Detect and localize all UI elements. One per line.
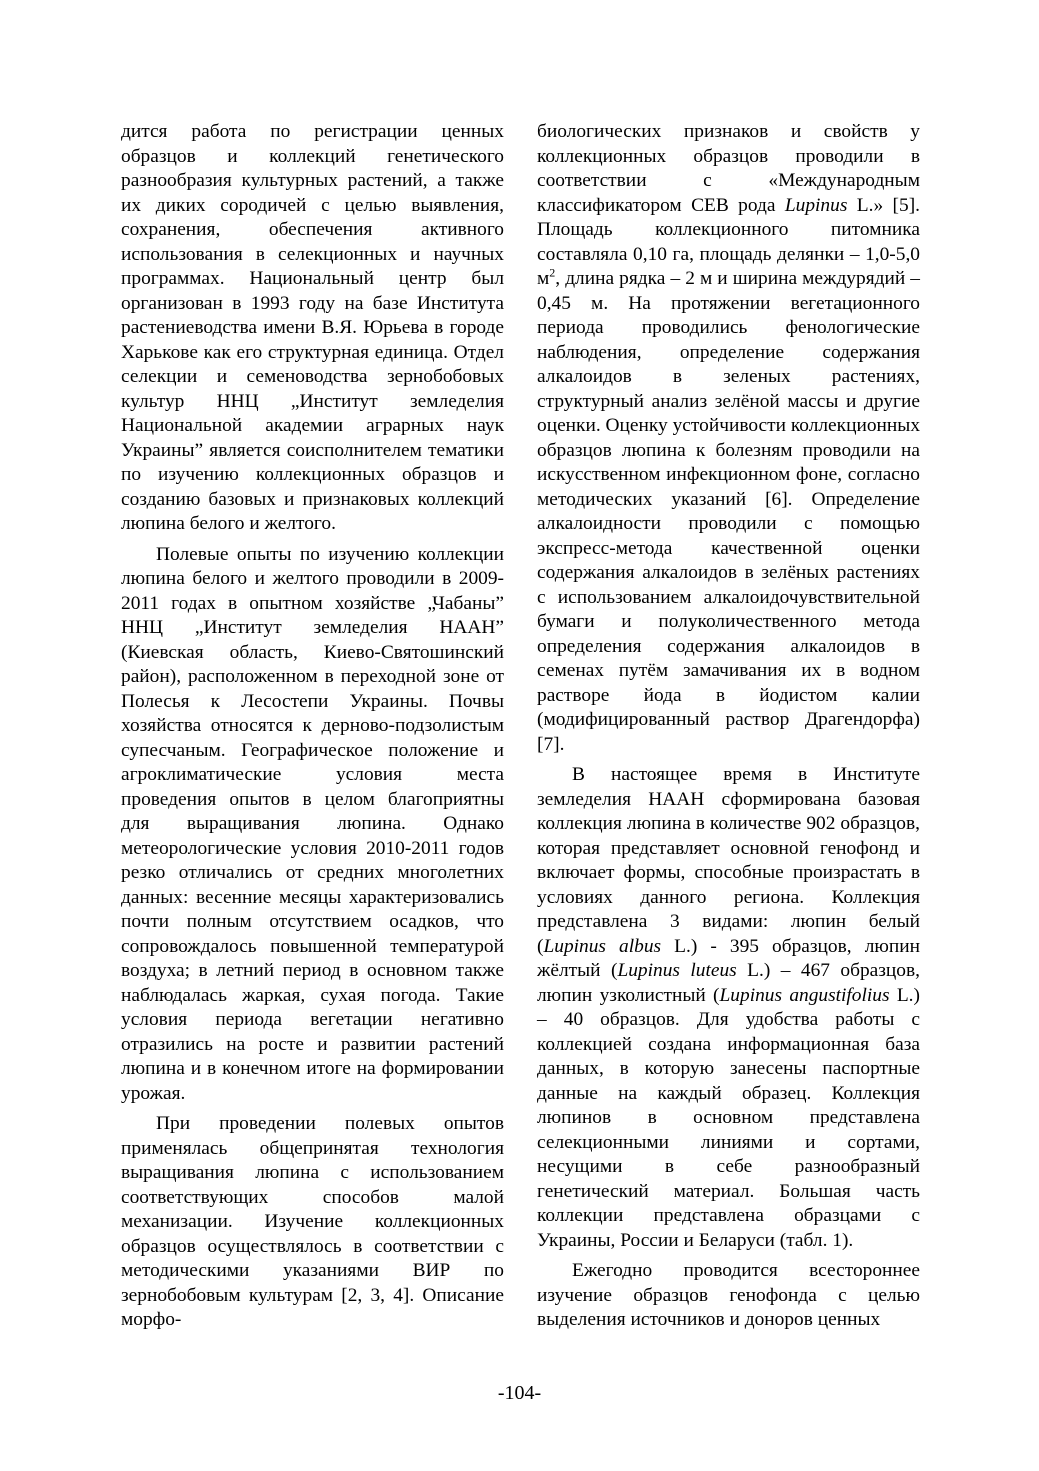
text-run: L.» [5]. Площадь коллекционного питомника составляла 0,10 га, площадь делянки – 1,0-5,0 м <box>537 194 921 289</box>
genus-name: Lupinus <box>784 194 848 216</box>
paragraph: Ежегодно проводится всестороннее изучение образцов генофонда с целью выделения источников и доноров ценных <box>537 1260 920 1330</box>
left-column <box>121 120 504 1333</box>
text-run: В настоящее время в Институте земледелия НААН сформирована базовая коллекция люпина в количестве 902 образцов, которая представляет основной генофонд и включает формы, способные произрастать в условиях данного региона. Коллекция представлена 3 видами: люпин белый ( <box>537 764 920 957</box>
page-number: -104- <box>497 1382 542 1404</box>
paragraph <box>537 120 920 757</box>
text-run: L.) - 395 образцов, люпин жёлтый ( <box>537 935 920 981</box>
text-run: L.) – 40 образцов. Для удобства работы с коллекцией создана информационная база данных, в которую занесены паспортные данные на каждый образец. Коллекция люпинов в основном представлена селекционными линиями и сортами, несущими в себе разнообразный генетический материал. Большая часть коллекции представлена образцами с Украины, России и Беларуси (табл. 1). <box>537 984 920 1251</box>
text-run: биологических признаков и свойств у коллекционных образцов проводили в соответствии с «Международным классификатором СЕВ рода <box>537 121 920 216</box>
species-name: Lupinus angustifolius <box>719 984 890 1006</box>
species-name: Lupinus luteus <box>617 960 737 981</box>
species-name: Lupinus albus <box>543 935 662 957</box>
paragraph <box>537 763 920 1253</box>
superscript: 2 <box>549 265 556 280</box>
paragraph: Полевые опыты по изучению коллекции люпина белого и желтого проводили в 2009-2011 годах в опытном хозяйстве „Чабаны” ННЦ „Институт земледелия НААН” (Киевская область, Киево-Святошинский район), расположенном в переходной зоне от Полесья к Лесостепи Украины. Почвы хозяйства относятся к дерново-подзолистым супесчаным. Географическое положение и агроклиматические условия места проведения опытов в целом благоприятны для выращивания люпина. Однако метеорологические условия 2010-2011 годов резко отличались от средних многолетних данных: весенние месяцы характеризовались почти полным отсутствием осадков, что сопровождалось повышенной температурой воздуха; в летний период в основном также наблюдалась жаркая, сухая погода. Такие условия периода вегетации негативно отразились на росте и развитии растений люпина и в конечном итоге на формировании урожая. <box>121 543 504 1104</box>
paragraph: дится работа по регистрации ценных образцов и коллекций генетического разнообразия культурных растений, а также их диких сородичей с целью выявления, сохранения, обеспечения активного использования в селекционных и научных программах. Национальный центр был организован в 1993 году на базе Института растениеводства имени В.Я. Юрьева в городе Харькове как его структурная единица. Отдел селекции и семеноводства зернобобовых культур ННЦ „Институт земледелия Национальной академии аграрных наук Украины” является соисполнителем тематики по изучению коллекционных образцов и созданию базовых и признаковых коллекций люпина белого и желтого. <box>121 121 504 534</box>
paragraph: При проведении полевых опытов применялась общепринятая технология выращивания люпина с использованием соответствующих способов малой механизации. Изучение коллекционных образцов осуществлялось в соответствии с методическими указаниями ВИР по зернобобовым культурам [2, 3, 4]. Описание морфо- <box>121 1113 504 1330</box>
text-run: L.) – 467 образцов, люпин узколистный ( <box>537 960 920 1006</box>
text-run: , длина рядка – 2 м и ширина междурядий – 0,45 м. На протяжении вегетационного периода проводились фенологические наблюдения, определение содержания алкалоидов в зеленых растениях, структурный анализ зелёной массы и другие оценки. Оценку устойчивости коллекционных образцов люпина к болезням проводили на искусственном инфекционном фоне, согласно методических указаний [6]. Определение алкалоидности проводили с помощью экспресс-метода качественной оценки содержания алкалоидов в зелёных растениях с использованием алкалоидочувствительной бумаги и полуколичественного метода определения содержания алкалоидов в семенах путём замачивания их в водном растворе йода в йодистом калии (модифицированный раствор Драгендорфа) [7]. <box>537 268 921 755</box>
right-column <box>537 120 920 1333</box>
